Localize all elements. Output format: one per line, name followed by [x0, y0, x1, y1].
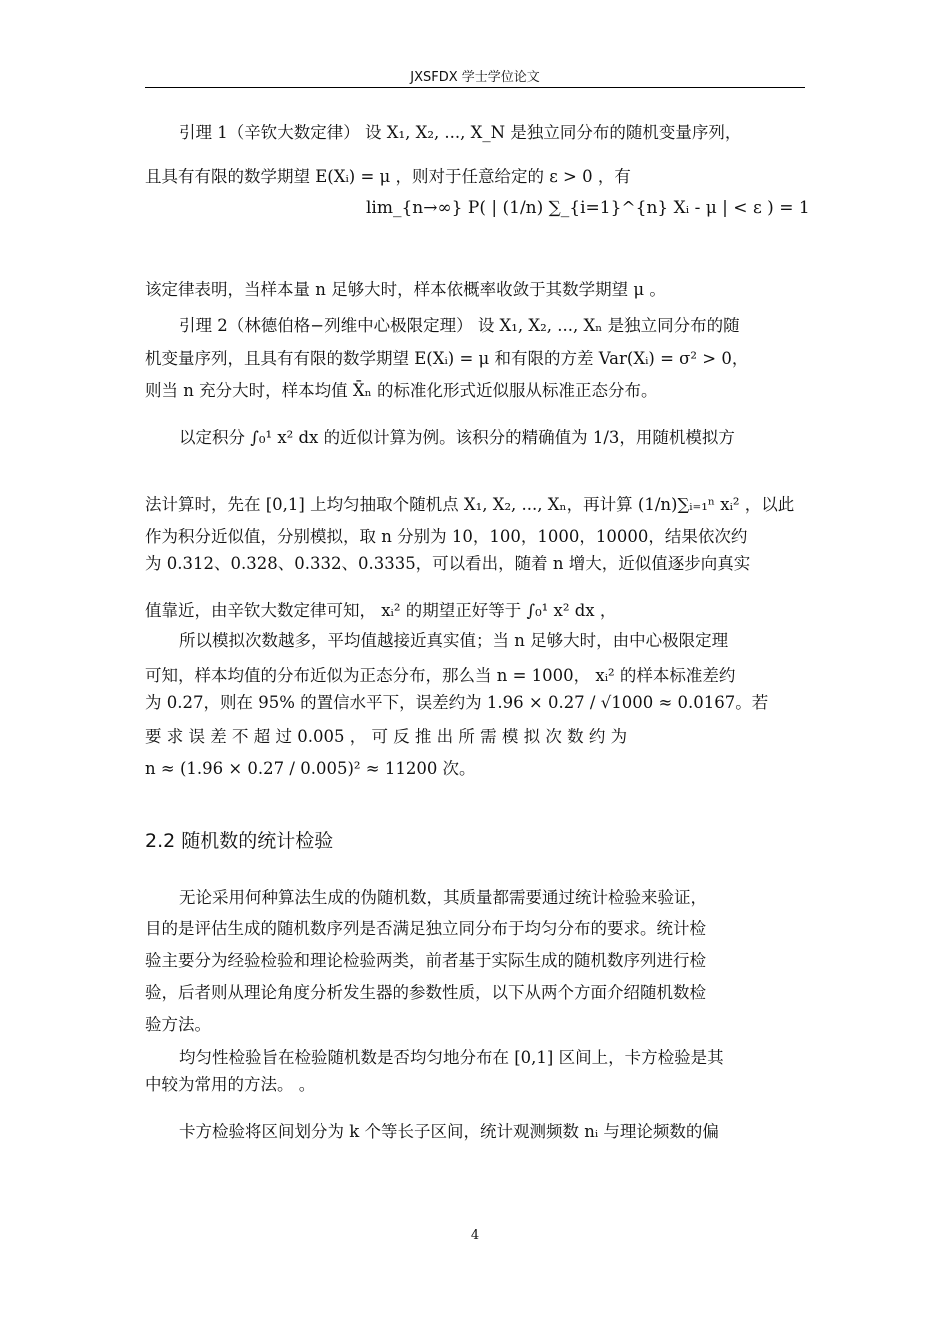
text-line: 作为积分近似值，分别模拟，取 n 分别为 10，100，1000，10000，结果依次约	[145, 527, 748, 546]
text-line: 目的是评估生成的随机数序列是否满足独立同分布于均匀分布的要求。统计检	[145, 919, 706, 938]
text-line: 要 求 误 差 不 超 过 0.005 ， 可 反 推 出 所 需 模 拟 次 数 约 为	[145, 727, 628, 746]
text-line: 值靠近，由辛钦大数定律可知， xᵢ² 的期望正好等于 ∫₀¹ x² dx ，	[145, 601, 617, 620]
text-line: 机变量序列，且具有有限的数学期望 E(Xᵢ) = μ 和有限的方差 Var(Xᵢ) = σ² > 0，	[145, 349, 749, 368]
text-line: 均匀性检验旨在检验随机数是否均匀地分布在 [0,1] 区间上，卡方检验是其	[179, 1048, 724, 1067]
section-title: 2.2 随机数的统计检验	[145, 830, 334, 852]
text-line: 以定积分 ∫₀¹ x² dx 的近似计算为例。该积分的精确值为 1/3，用随机模拟方	[179, 428, 735, 447]
text-line: 验，后者则从理论角度分析发生器的参数性质，以下从两个方面介绍随机数检	[145, 983, 706, 1002]
text-line: 引理 2（林德伯格−列维中心极限定理） 设 X₁, X₂, ..., Xₙ 是独立同分布的随	[179, 316, 740, 335]
text-line: 可知，样本均值的分布近似为正态分布，那么当 n = 1000， xᵢ² 的样本标准差约	[145, 666, 736, 685]
text-line: 验主要分为经验检验和理论检验两类，前者基于实际生成的随机数序列进行检	[145, 951, 706, 970]
text-line: 为 0.312、0.328、0.332、0.3335，可以看出，随着 n 增大，近似值逐步向真实	[145, 554, 751, 573]
text-line: 则当 n 充分大时，样本均值 X̄ₙ 的标准化形式近似服从标准正态分布。	[145, 381, 658, 400]
text-line: 法计算时，先在 [0,1] 上均匀抽取个随机点 X₁, X₂, ..., Xₙ，再计算 (1/n)∑ᵢ₌₁ⁿ xᵢ² ，以此	[145, 495, 795, 514]
text-line: 所以模拟次数越多，平均值越接近真实值；当 n 足够大时，由中心极限定理	[179, 631, 729, 650]
text-line: 引理 1（辛钦大数定律） 设 X₁, X₂, ..., X_N 是独立同分布的随机变量序列，	[179, 123, 742, 142]
header-rule	[145, 87, 805, 88]
text-line: 为 0.27，则在 95% 的置信水平下，误差约为 1.96 × 0.27 / √1000 ≈ 0.0167。若	[145, 693, 769, 712]
text-line: 中较为常用的方法。 。	[145, 1075, 316, 1094]
page-number: 4	[470, 1228, 480, 1243]
text-line: 无论采用何种算法生成的伪随机数，其质量都需要通过统计检验来验证，	[179, 888, 707, 907]
text-line: 卡方检验将区间划分为 k 个等长子区间，统计观测频数 nᵢ 与理论频数的偏	[179, 1122, 719, 1141]
page-header: JXSFDX 学士学位论文	[410, 70, 540, 85]
text-line: 该定律表明，当样本量 n 足够大时，样本依概率收敛于其数学期望 μ 。	[145, 280, 666, 299]
text-line: 且具有有限的数学期望 E(Xᵢ) = μ ，则对于任意给定的 ε > 0 ，有	[145, 167, 631, 186]
text-line: n ≈ (1.96 × 0.27 / 0.005)² ≈ 11200 次。	[145, 759, 476, 778]
lln-formula: lim_{n→∞} P( | (1/n) ∑_{i=1}^{n} Xᵢ - μ | < ε ) = 1	[366, 198, 810, 218]
text-line: 验方法。	[145, 1015, 211, 1034]
